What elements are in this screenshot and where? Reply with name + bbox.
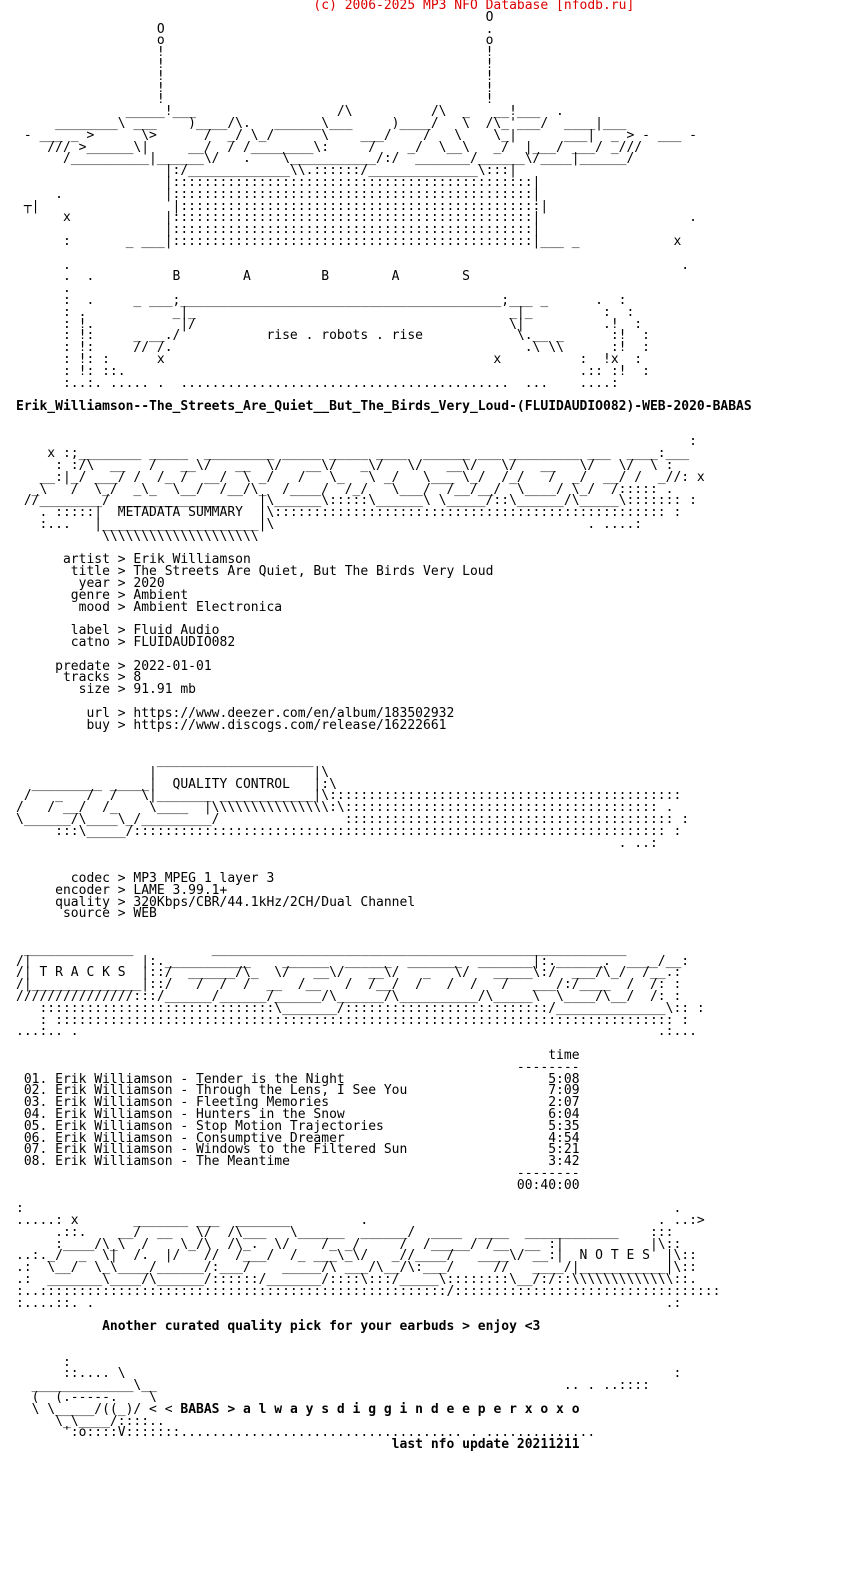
ascii-art-tracks: ______________ _____________________________________________________ /| |:.___________ ______ ______ _______ _______|:.______. ____/__: /| T R A C K S |::/ ______/\_ \/ __\/ __\/ _ \/ _____\:/ ___/\_/ /__.: /|______________|::/ / / / __ /__ / /__/ / / / / ___/:/____ / /: : ///////////////:::/______/______/______/\______/\__________/\_____\ \____/\__/ /: : ::::::::::::::::::::::::::::::\_______/::::::::::::::::::::::::::/______________\:: : : ::::::::::::::::::::::::::::::::::::::::::::::::::::::::::::::::::::::::::::::: : ...:.. . .:... bbox=[16, 941, 705, 1040]
quality-block bbox=[16, 871, 415, 921]
field-year: year > 2020 bbox=[16, 576, 165, 592]
field-title: title > The Streets Are Quiet, But The Birds Very Loud bbox=[16, 564, 494, 580]
ascii-art-metadata: : x :;________ _____ _________ _____ _____ ____ ______ ___ _________ ___ ____:___ : :/\ __ / __\/ __ \/ __\/ _\/ \/ __\/ \/ __ \/ \/ \ : __:|_/ ___/ / /_ / __/ \ _/ / \_ \ _/ \___ \_/ /_/ / _/ __/ / _//: x _\ / \_/ _\_ \__/ /__/\_ /____/ /_/ \___/ /__/__/ \____/ \_/ /::::: . //________/ ______________ |\______\:::::\______\ \_____/::\______/\_____\::::::: : . :::::| METADATA SUMMARY |\:::::::::::::::::::::::::::::::::::::::::::::::::: : :... |____________________|\ . ....: \\\\\\\\\\\\\\\\\\\\ bbox=[23, 434, 705, 544]
ascii-art-notes: : . .....: x _______ ___ _______ . . ..:> .::. __/ __ \/ /\___ \______ ______/ ____ ____ ____________ ::: :____/\_\ / \_/\ /\_. \/ /_ _/ / /_____/ /__ __ :| |\:: ..:._/ _ \| /. |/ // /___/ /_ ___\_\/ _//____/ ____\/ __:| N O T E S |\:: .: \__/ \_\____/______/:___/ _____/\ ___/\__/\:___/ // ____/|___________|\:: .: _______\____/\______/::::::/_______/::::\:::/_____\::::::::\__/:/::\\\\\\\\\\\\\::. :..::::::::::::::::::::::::::::::::::::::::::::::::::::/:::::::::::::::::::::::::::::::::: :....::. . .: bbox=[16, 1201, 721, 1311]
field-quality: quality > 320Kbps/CBR/44.1kHz/2CH/Dual Channel bbox=[16, 894, 416, 910]
babas-tagline: BABAS > a l w a y s d i g g i n d e e p e r x o x o bbox=[172, 1401, 580, 1417]
track-row: 07. Erik Williamson - Windows to the Filtered Sun 5:21 bbox=[16, 1142, 580, 1158]
field-encoder: encoder > LAME 3.99.1+ bbox=[16, 882, 228, 898]
field-url: url > https://www.deezer.com/en/album/183502932 bbox=[16, 705, 455, 721]
track-row: 02. Erik Williamson - Through the Lens, I See You 7:09 bbox=[16, 1083, 580, 1099]
tracklist: time -------- 01. Erik Williamson - Tender is the Night 5:08 02. Erik Williamson - Through the Lens, I See You 7:09 03. Erik Williamson - Fleeting Memories 2:07 04. Erik Williamson - Hunters in the Snow 6:04 05. Erik Williamson - Stop Motion Trajectories 5:35 06. Erik Williamson - Consumptive Dreamer 4:54 07. Erik Williamson - Windows to the Filtered Sun 5:21 08. Erik Williamson - The Meantime 3:42 -------- 00:40:00 bbox=[16, 1047, 580, 1193]
field-tracks: tracks > 8 bbox=[16, 670, 142, 686]
copyright-header: (c) 2006-2025 MP3 NFO Database [nfodb.ru] bbox=[16, 0, 635, 13]
track-row: 08. Erik Williamson - The Meantime 3:42 bbox=[16, 1154, 580, 1170]
field-size: size > 91.91 mb bbox=[16, 682, 197, 698]
field-label: label > Fluid Audio bbox=[16, 623, 220, 639]
ascii-art-quality: ____________________ | |\ _________ _____| QUALITY CONTROL |:\ / _ / / \|_______ ____________|\::::::::::::::::::::::::::::::::::::::::::::: / / __/ /_ \____ |\\\\\\\\\\\\\\\:\:::::::::::::::::::::::::::::::::::::::: . \______/\____\_/_________/ :::::::::::::::::::::::::::::::::::::::::: : :::\_____/:::::::::::::::::::::::::::::::::::::::::::::::::::::::::::::::::::: : . ..: bbox=[16, 753, 690, 851]
field-genre: genre > Ambient bbox=[16, 587, 189, 603]
track-row: 06. Erik Williamson - Consumptive Dreamer 4:54 bbox=[16, 1130, 580, 1146]
field-buy: buy > https://www.discogs.com/release/16222661 bbox=[16, 717, 447, 733]
field-source: source > WEB bbox=[16, 906, 157, 922]
ascii-art-top: O O . o o ! ! ! ! ! ! ! ! ! ! _____!___ /\ /\ _ __!___ . ________\ ___ )____/\. ______\___ )____/ \ /\_'___/ ____|___ - ___ _ > \> / _/ \_/ \ ___/ / \ \_| ___| _ > - ___ - /// >______\| __/ / /________\: / _/ \__\ _/ |___/ ___/ _/// /__________|______\/ . \___________/:/ _______/______\/____|______/ |:/_____________\\.::::::/______________\:::| |::::::::::::::::::::::::::::::::::::::::::::::| . |::::::::::::::::::::::::::::::::::::::::::::::| ┬| |::::::::::::::::::::::::::::::::::::::::::::::| x |::::::::::::::::::::::::::::::::::::::::::::::| . |::::::::::::::::::::::::::::::::::::::::::::::| : _ ___|::::::::::::::::::::::::::::::::::::::::::::::|___ _ x . . . . B A B A S . : . _ ___;_________________________________________;___ _ . : : . _|_ _|_ : : : !. |/ \| .! : : !: _ __./ rise . robots . rise \.__ _ :! : : !: // /. .\ \\ :! : : !: : x x : !x : : !: ::. .:: :! : :..:. ..... . .......................................... ... ....: bbox=[23, 9, 697, 391]
field-artist: artist > Erik Williamson bbox=[16, 552, 251, 568]
last-update: last nfo update 20211211 bbox=[16, 1437, 580, 1453]
metadata-block bbox=[16, 552, 493, 732]
notes-text: Another curated quality pick for your earbuds > enjoy <3 bbox=[16, 1319, 541, 1335]
total-time: 00:40:00 bbox=[16, 1177, 580, 1193]
field-catno: catno > FLUIDAUDIO082 bbox=[16, 635, 236, 651]
release-name: Erik_Williamson--The_Streets_Are_Quiet__But_The_Birds_Very_Loud-(FLUIDAUDIO082)-WEB-2020-BABAS bbox=[16, 399, 752, 415]
ascii-art-footer: : ::.... \ : _____________\__ .. . ..:::: ( (.-----. \ \ \_____/((_)/ < < bbox=[31, 1354, 682, 1417]
nfo-text bbox=[16, 0, 752, 1451]
field-predate: predate > 2022-01-01 bbox=[16, 658, 212, 674]
field-mood: mood > Ambient Electronica bbox=[16, 599, 283, 615]
track-row: 03. Erik Williamson - Fleeting Memories 2:07 bbox=[16, 1095, 580, 1111]
field-codec: codec > MP3 MPEG 1 layer 3 bbox=[16, 870, 275, 886]
ascii-art-footer-end: \_\____/::::.. ':o::::V:::::::.................................... . .............. bbox=[55, 1413, 596, 1441]
track-row: 05. Erik Williamson - Stop Motion Trajectories 5:35 bbox=[16, 1118, 580, 1134]
track-row: 01. Erik Williamson - Tender is the Night 5:08 bbox=[16, 1071, 580, 1087]
track-row: 04. Erik Williamson - Hunters in the Snow 6:04 bbox=[16, 1106, 580, 1122]
